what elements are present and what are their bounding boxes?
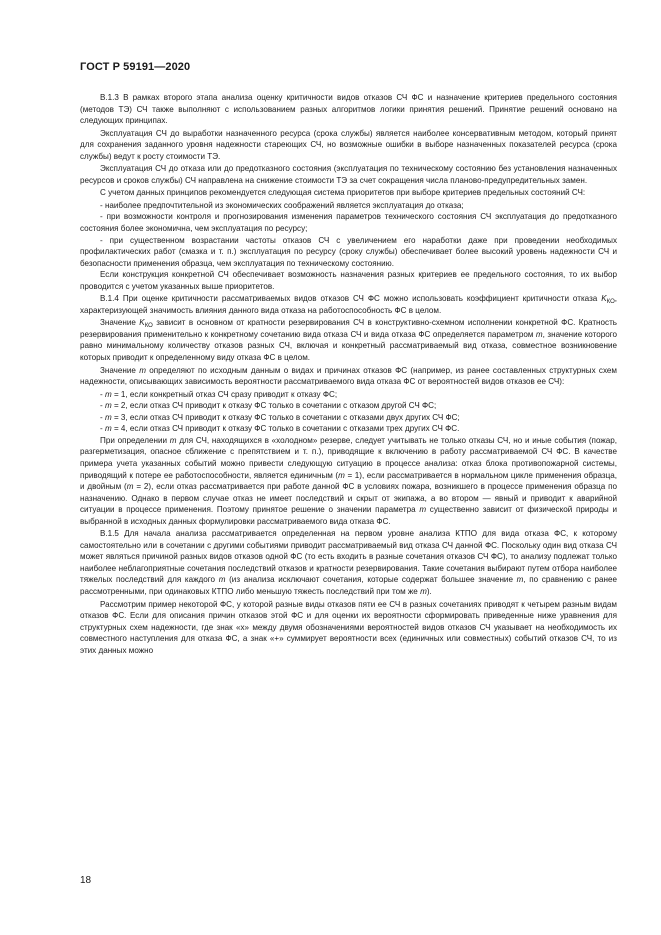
paragraph-b14: В.1.4 При оценке критичности рассматриваемых видов отказов СЧ ФС можно использовать коэффициент критичности отказа $K_{КО}$, характеризующей значимость влияния данного вида отказа на работоспособность ФС в целом. bbox=[80, 294, 617, 315]
document-header: ГОСТ Р 59191—2020 bbox=[80, 61, 191, 73]
paragraph-failure: Эксплуатация СЧ до отказа или до предотказного состояния (эксплуатация по техническому состоянию без установления назначенных ресурсов и сроков службы) СЧ направлена на снижение стоимости ТЭ за счет сокращения числа планово-предупредительных замен. bbox=[80, 164, 617, 185]
list-item: - наиболее предпочтительной из экономических соображений является эксплуатация до отказа; bbox=[100, 200, 464, 210]
paragraph-priorities: С учетом данных принципов рекомендуется следующая система приоритетов при выборе критериев предельных состояний СЧ: bbox=[100, 188, 586, 198]
paragraph-kko: Значение $K_{КО}$ зависит в основном от кратности резервирования СЧ в конструктивно-схемном исполнении конкретной ФС. Кратность резервирования применительно к конкретному сочетанию вида отказа СЧ и вида отказа ФС определяется параметром m, значение которого равно минимальному количеству отказов разных СЧ, включая и конкретный рассматриваемый вид отказа, совместное возникновение которых приводит к определенному виду отказа ФС в целом. bbox=[80, 318, 618, 363]
list-item: - m = 1, если конкретный отказ СЧ сразу приводит к отказу ФС; bbox=[100, 389, 338, 399]
paragraph-construction: Если конструкция конкретной СЧ обеспечивает возможность назначения разных критериев ее предельного состояния, то их выбор проводится с учетом указанных выше приоритетов. bbox=[80, 270, 617, 291]
paragraph-example: Рассмотрим пример некоторой ФС, у которой разные виды отказов пяти ее СЧ в разных сочетаниях приводят к четырем разным видам отказов ФС. Если для описания причин отказов этой ФС и для оценки их вероятности сформировать приведенные ниже уравнения для структурных схем надежности, где знак «х» между двумя обозначениями вероятностей видов отказов СЧ указывает на необходимость их совместного наступления для отказа ФС, а знак «+» суммирует вероятности всех (единичных или совместных) событий отказов СЧ, то из этих данных можно bbox=[80, 599, 617, 655]
list-item: - m = 3, если отказ СЧ приводит к отказу ФС только в сочетании с отказами двух других СЧ ФС; bbox=[100, 412, 460, 422]
paragraph-m-value: Значение m определяют по исходным данным о видах и причинах отказов ФС (например, из ранее составленных структурных схем надежности, описывающих зависимость вероятности рассматриваемого вида отказа ФС от вероятностей видов отказов ее СЧ): bbox=[80, 365, 617, 387]
page-number: 18 bbox=[80, 875, 92, 886]
list-item: - m = 4, если отказ СЧ приводит к отказу ФС только в сочетании с отказами трех других СЧ ФС. bbox=[100, 424, 460, 434]
document-body bbox=[80, 92, 617, 657]
list-item: - m = 2, если отказ СЧ приводит к отказу ФС только в сочетании с отказом другой СЧ ФС; bbox=[100, 401, 437, 411]
list-item: - при существенном возрастании частоты отказов СЧ с увеличением его наработки даже при проведении необходимых профилактических работ (смазка и т. п.) эксплуатация по ресурсу (сроку службы) обеспечивает более высокий уровень надежности СЧ и безопасности применения образца, чем эксплуатация по техническому состоянию. bbox=[80, 235, 617, 268]
paragraph-resource: Эксплуатация СЧ до выработки назначенного ресурса (срока службы) является наиболее консервативным методом, который принят для сохранения заданного уровня надежности стареющих СЧ, но возможные ошибки в выборе назначенных показателей ресурса (срока службы) ведут к росту стоимости ТЭ. bbox=[80, 128, 617, 161]
paragraph-cold-reserve: При определении m для СЧ, находящихся в «холодном» резерве, следует учитывать не только отказы СЧ, но и иные события (пожар, разгерметизация, опасное сближение с препятствием и т. п.), приводящие к включению в работу рассматриваемой СЧ ФС. В качестве примера учета указанных событий можно привести следующую ситуацию в процессе анализа: отказ блока противопожарной системы, приводящий к потере ее работоспособности, является единичным (m = 1), если рассматривается в нормальном цикле применения образца, и двойным (m = 2), если отказ рассматривается при работе данной ФС в условиях пожара, возникшего в процессе применения образца по назначению. Однако в первом случае отказ не имеет последствий и скрыт от экипажа, а во втором — явный и приводит к аварийной ситуации в процессе применения. Поэтому принятое решение о значении параметра m существенно зависит от физической природы и выбранной в исходных данных формулировки рассматриваемого вида отказа ФС. bbox=[80, 435, 618, 526]
paragraph-b13: В.1.3 В рамках второго этапа анализа оценку критичности видов отказов СЧ ФС и назначение критериев предельного состояния (методов ТЭ) СЧ также выполняют с использованием разных алгоритмов логики принятия решений. Принятие решений основано на следующих принципах. bbox=[80, 93, 617, 126]
list-item: - при возможности контроля и прогнозирования изменения параметров технического состояния СЧ эксплуатация до предотказного состояния более экономична, чем эксплуатация по ресурсу; bbox=[80, 212, 617, 234]
paragraph-b15: В.1.5 Для начала анализа рассматривается определенная на первом уровне анализа КТПО для вида отказа ФС, к которому самостоятельно или в сочетании с другими событиями приводит рассматриваемый вид отказа СЧ данной ФС. Поскольку один вид отказа СЧ может являться причиной разных видов отказов одной ФС (то есть входить в разные сочетания отказов СЧ ФС), то анализу подлежат только наиболее неблагоприятные сочетания последствий отказов и кратности резервирования. Такие сочетания выбирают путем отбора наиболее тяжелых последствий для каждого m (из анализа исключают сочетания, которые содержат большее значение m, по сравнению с ранее рассмотренными, при одинаковых КТПО либо меньшую тяжесть последствий при том же m). bbox=[80, 529, 618, 596]
